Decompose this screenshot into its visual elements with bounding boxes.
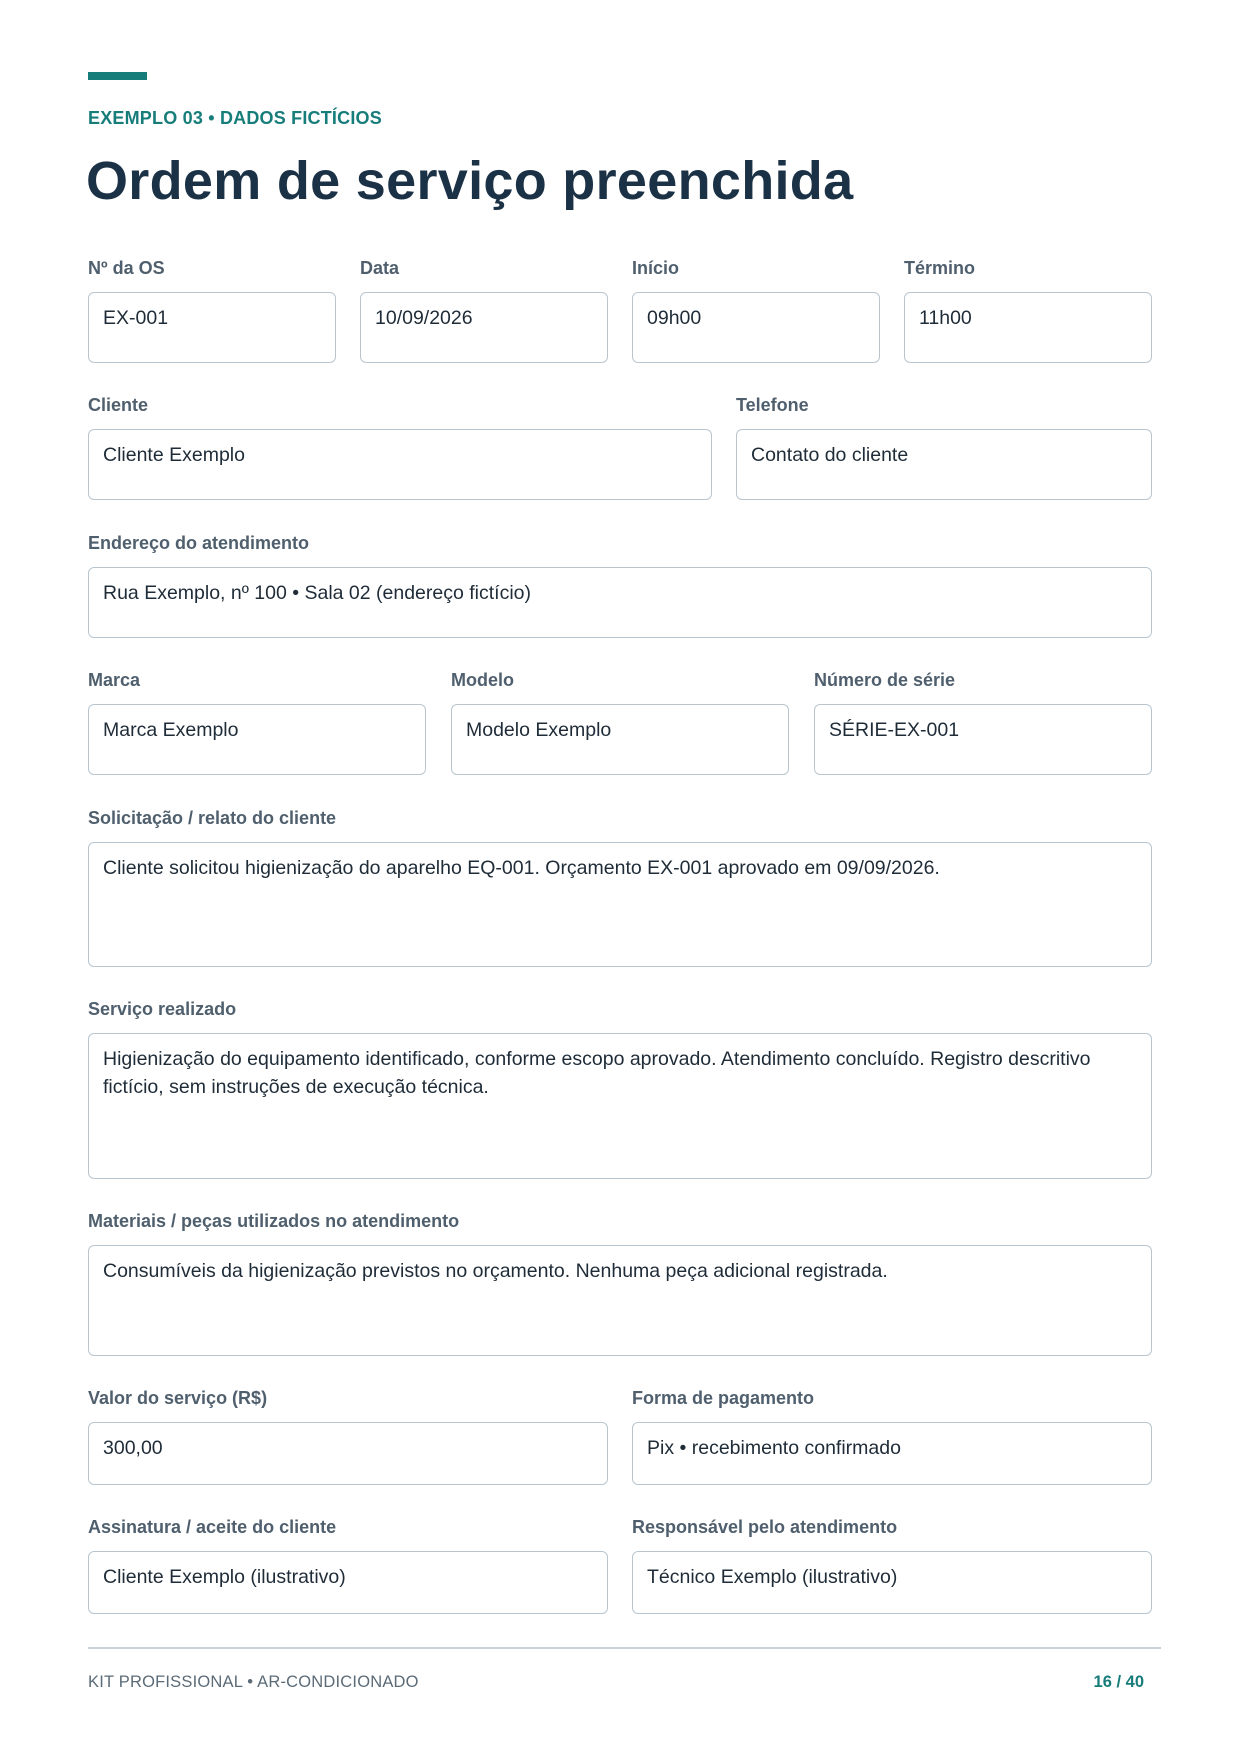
technician-label: Responsável pelo atendimento [632,1517,898,1537]
start-input[interactable]: 09h00 [632,292,880,363]
price-label: Valor do serviço (R$) [88,1388,268,1408]
materials-label: Materiais / peças utilizados no atendimento [88,1211,460,1231]
footer-divider [88,1647,1161,1649]
service-textarea[interactable]: Higienização do equipamento identificado, conforme escopo aprovado. Atendimento concluído. Registro descritivo fictício, sem instruções de execução técnica. [88,1033,1152,1179]
end-label: Término [904,258,976,278]
phone-input[interactable]: Contato do cliente [736,429,1152,500]
date-input[interactable]: 10/09/2026 [360,292,608,363]
brand-input[interactable]: Marca Exemplo [88,704,426,775]
technician-input[interactable]: Técnico Exemplo (ilustrativo) [632,1551,1152,1614]
request-textarea[interactable]: Cliente solicitou higienização do aparelho EQ-001. Orçamento EX-001 aprovado em 09/09/2026. [88,842,1152,967]
eyebrow: EXEMPLO 03 • DADOS FICTÍCIOS [88,108,382,128]
service-label: Serviço realizado [88,999,237,1019]
footer-label: KIT PROFISSIONAL • AR-CONDICIONADO [88,1673,419,1691]
signature-label: Assinatura / aceite do cliente [88,1517,337,1537]
serial-input[interactable]: SÉRIE-EX-001 [814,704,1152,775]
page-title: Ordem de serviço preenchida [86,151,854,211]
address-label: Endereço do atendimento [88,533,310,553]
page-number: 16 / 40 [1093,1673,1144,1691]
start-label: Início [632,258,680,278]
payment-input[interactable]: Pix • recebimento confirmado [632,1422,1152,1485]
request-label: Solicitação / relato do cliente [88,808,337,828]
brand-label: Marca [88,670,141,690]
date-label: Data [360,258,400,278]
client-label: Cliente [88,395,149,415]
model-label: Modelo [451,670,514,690]
payment-label: Forma de pagamento [632,1388,815,1408]
serial-label: Número de série [814,670,956,690]
price-input[interactable]: 300,00 [88,1422,608,1485]
phone-label: Telefone [736,395,809,415]
end-input[interactable]: 11h00 [904,292,1152,363]
materials-textarea[interactable]: Consumíveis da higienização previstos no orçamento. Nenhuma peça adicional registrada. [88,1245,1152,1356]
client-input[interactable]: Cliente Exemplo [88,429,712,500]
address-input[interactable]: Rua Exemplo, nº 100 • Sala 02 (endereço fictício) [88,567,1152,638]
signature-input[interactable]: Cliente Exemplo (ilustrativo) [88,1551,608,1614]
model-input[interactable]: Modelo Exemplo [451,704,789,775]
os-number-input[interactable]: EX-001 [88,292,336,363]
accent-bar [88,72,147,80]
os-number-label: Nº da OS [88,258,165,278]
